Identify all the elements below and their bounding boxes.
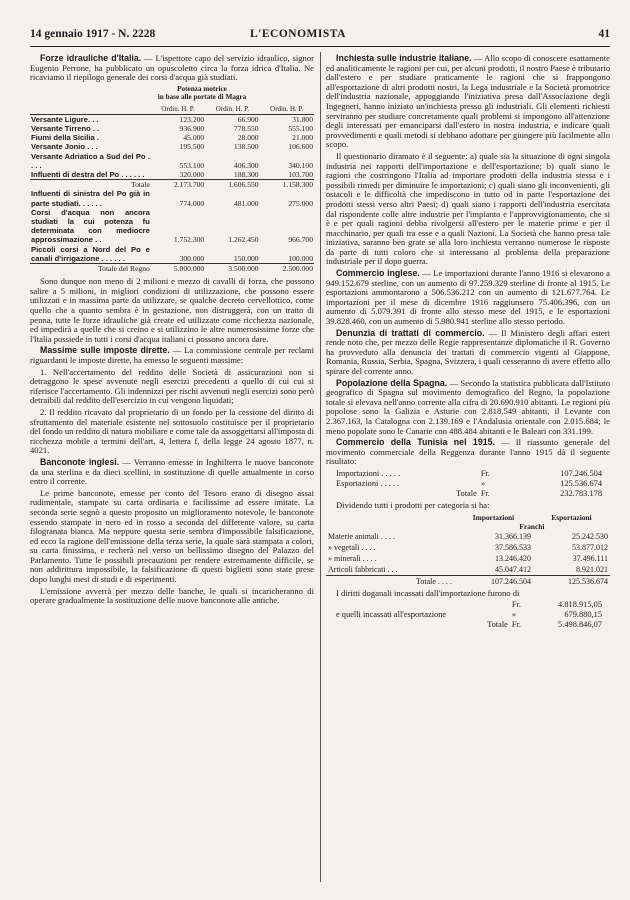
table-row <box>30 170 314 180</box>
table-cell: 150.000 <box>233 253 259 263</box>
table-cell: 936.900 <box>179 124 205 133</box>
forze-title: Forze idrauliche d'Italia. <box>40 53 142 63</box>
table-cell: » <box>480 478 485 488</box>
table-cell: » vegetali . . . . <box>328 542 376 552</box>
tunisia-diritti <box>326 589 610 599</box>
table-cell: Versante Jonio . . . <box>31 142 98 152</box>
table-row <box>334 469 604 479</box>
table-cell: 2.500.000 <box>260 264 314 274</box>
caption-line-1: Potenza motrice <box>177 84 227 93</box>
table-cell: 100.000 <box>288 253 313 263</box>
table-row <box>326 542 610 553</box>
forze-intro: — L'ispettore capo del servizio idraulico, signor Eugenio Perrone, ha pubblicato un opuscoletto circa la forza idrica d'Italia. Ne ricaviamo il riepilogo generale dei corsi d'acqua già studiati. <box>30 53 315 83</box>
table-cell: 5.498.846,07 <box>558 620 602 630</box>
table-cell: 8.921.021 <box>576 564 608 574</box>
table-cell: Esportazioni . . . . . <box>336 478 400 488</box>
table-row <box>30 208 314 245</box>
table-cell: 5.000.000 <box>151 264 205 274</box>
massime-title: Massime sulle imposte dirette. <box>40 345 170 356</box>
denunzia-body: — Il Ministero degli affari esteri rende noto che, per mezzo delle Regie rappresentanze diplomatiche il R. Governo ha provveduto alla denuncia dei trattati di commercio vigenti al Giappone, Romania, Russia, Serbia, Spagna, Svizzera, i quali cesseranno di avere effetto allo spirare del corrente anno. <box>326 327 610 376</box>
table-cell: 340.100 <box>288 160 313 170</box>
table-cell: 106.600 <box>288 142 313 152</box>
table-cell: Totale <box>30 180 151 190</box>
table-row <box>30 142 314 151</box>
table-cell: 320.000 <box>179 170 205 180</box>
inchiesta-article <box>326 54 610 150</box>
table-cell: 37.586.533 <box>495 542 531 552</box>
spagna-article <box>326 379 610 437</box>
table-cell: Influenti di destra del Po . . . . . . <box>31 170 145 180</box>
table-cell: 138.500 <box>233 142 259 152</box>
table-total-row <box>30 180 314 190</box>
table-cell: 1.606.550 <box>205 180 259 190</box>
forze-conclusion: Sono dunque non meno di 2 milioni e mezzo di cavalli di forza, che possono salire a 5 milioni, in migliori condizioni di utilizzazione, che possono essere utilizzati e in massima parte da utilizzare, se qualche decreto cervellottico, come quello che a quanto sembra è in gestazione, non distruggerà, con un tratto di penna, tutte le forze idrauliche già create ed utilizzate come ricchezza nazionale, ed impedirà a quelle che si creino e si utilizzino le altre numerosissime forze che l'Italia possiede in tutti i corsi d'acqua italiani ci possono ancora dare. <box>30 276 314 344</box>
tunisia-article <box>326 438 610 467</box>
tunisia-summary-table <box>334 469 604 499</box>
table-cell: 25.242.530 <box>572 531 608 541</box>
table-cell: 679.880,15 <box>564 610 602 620</box>
table-row <box>30 124 314 133</box>
table-cell: Fr. <box>480 468 490 478</box>
table-cell: 774.000 <box>179 198 205 208</box>
table-cell: Fr. <box>480 488 490 498</box>
table-cell: Totale <box>487 620 508 630</box>
table-cell: 1.752.300 <box>173 235 205 245</box>
journal-title: L'ECONOMISTA <box>250 28 346 40</box>
newspaper-page <box>30 28 610 888</box>
column-divider <box>320 52 321 882</box>
table-total-row <box>30 264 314 274</box>
table-cell: 3.500.000 <box>205 264 259 274</box>
table-cell: 123.200 <box>179 114 205 124</box>
table-row <box>326 531 610 542</box>
table-cell: 300.000 <box>179 253 205 263</box>
issue-date: 14 gennaio 1917 - N. 2228 <box>30 28 156 40</box>
tunisia-category-table <box>326 513 610 587</box>
table-cell: 103.700 <box>288 170 313 180</box>
table-cell: 66.900 <box>237 114 259 124</box>
table-cell: 553.100 <box>179 160 205 170</box>
banconote-body-2: L'emissione avverrà per mezzo delle banche, le quali si incaricheranno di operare gradualmente la sostituzione delle nuove banconote alle antiche. <box>30 585 314 606</box>
commercio-body: — Le importazioni durante l'anno 1916 si elevarono a 949.152.679 sterline, con un aumento di 97.259.329 sterline di fronte al 1915. Le esportazioni ammontarono a 506.536.212 con un aumento di 121.677.764. Le importazioni per il mese di dicembre 1916 raggiunsero 75.406.396, con un aumento di 5.079.391 di fronte allo stesso mese del 1915, e le esportazioni 39.828.460, con un aumento di 5.980.941 sterline allo stesso periodo. <box>326 268 610 327</box>
header-rule <box>30 46 610 47</box>
col-header: Ordin. H. P. <box>205 105 259 115</box>
forze-table <box>30 105 314 274</box>
table-cell: » minerali . . . . <box>328 553 377 563</box>
table-total-row <box>326 575 610 587</box>
table-cell: 107.246.504 <box>560 468 602 478</box>
banconote-article <box>30 458 314 487</box>
table-cell: Versante Adriatico a Sud del Po . . . . <box>31 151 150 170</box>
table-cell: Esportazioni <box>551 512 592 522</box>
table-total-row <box>334 620 604 630</box>
table-cell: 45.000 <box>183 133 205 143</box>
inchiesta-intro: — Allo scopo di conoscere esattamente ed analiticamente le ragioni per cui, per alcuni prodotti, il nostro Paese è tributario dall'estero e per studiare praticamente le ragioni che si frappongono all'esportazione di altri prodotti nostri, la Lega industriale e la Società promotrice dell'industria nazionale, appoggiando l'iniziativa presa dall'Associazione degli Ingegneri, hanno iniziato un'inchiesta presso gli industriali. Gli elementi richiesti serviranno per studiare concretamente quali problemi si impongono all'attenzione degli interessati per emanciparsi dall'estero in nostra industria, e indicare quali provvedimenti e quali metodi si debbano adottare per giungere più facilmente allo scopo. <box>326 53 610 150</box>
table-cell: 125.536.674 <box>560 478 602 488</box>
denunzia-article <box>326 329 610 377</box>
table-cell: Corsi d'acqua non ancora studiati la cui potenza fu determinata con mediocre approssimazione . . <box>31 207 150 245</box>
table-cell: 53.877.012 <box>572 542 608 552</box>
table-cell: 45.047.412 <box>495 564 531 574</box>
table-cell: 2.173.700 <box>151 180 205 190</box>
table-cell: Materie animali . . . . <box>328 531 395 541</box>
tunisia-duties-table <box>334 600 604 630</box>
inchiesta-title: Inchiesta sulle industrie italiane. <box>336 53 472 63</box>
spagna-body: — Secondo la statistica pubblicata dall'Istituto geografico di Spagna sul movimento demografico del Regno, la popolazione totale si elevava nell'anno corrente alla cifra di 20.690.910 abitanti. Le regioni più popolose sono la Galizia e Asturie con 2.818.549 abitanti, il Levante con 2.367.163, la Catalogna con 2.139.169 e l'Andalusia orientale con 2.015.684; le meno popolate sono le Canarie con 488.484 abitanti e le Baleari con 331.199. <box>326 377 610 436</box>
table-row <box>30 133 314 142</box>
table-row <box>30 245 314 264</box>
table-row <box>326 553 610 564</box>
massime-point-1: 1. Nell'accertamento del reddito delle Società di assicurazioni non si detraggono le spese avvenute negli esercizi precedenti a quello di cui cui si riferisce l'accertamento. Gli indennizzi per rischi avvenuti negli esercizi sono però detraibili dal reddito dell'esercizio in cui vengono liquidati; <box>30 366 314 406</box>
table-cell: 481.000 <box>233 198 259 208</box>
banconote-title: Banconote inglesi. <box>40 456 120 467</box>
table-row <box>30 114 314 124</box>
table-row <box>326 564 610 576</box>
table-cell: Franchi <box>519 521 545 531</box>
table-cell: Fiumi della Sicilia . <box>31 133 99 143</box>
page-number: 41 <box>598 28 610 40</box>
commercio-title: Commercio inglese. <box>336 268 420 279</box>
commercio-article <box>326 269 610 327</box>
table-cell: Articoli fabbricati . . . <box>328 564 398 574</box>
table-cell: e quelli incassati all'esportazione <box>336 610 447 620</box>
massime-point-2: 2. Il reddito ricavato dal proprietario di un fondo per la cessione del diritto di sfruttamento del materiale esistente nel sottosuolo costituisce per il proprietario del fondo un reddito di natura mobiliare e come tale da assoggettarsi all'imposta di ricchezza mobile a termini dell'art. 4, lettera f, della legge 24 agosto 1877, n. 4021. <box>30 406 314 456</box>
table-cell: Influenti di sinistra del Po già in parte studiati. . . . . . <box>31 189 150 208</box>
table-cell: 232.783.178 <box>560 488 602 498</box>
table-cell: Importazioni . . . . . <box>336 468 401 478</box>
table-cell: 1.158.300 <box>260 180 314 190</box>
caption-line-2: in base alle portate di Magra <box>157 93 247 102</box>
table-row <box>30 189 314 207</box>
table-header-row <box>326 513 610 522</box>
page-header <box>30 28 610 46</box>
spagna-title: Popolazione della Spagna. <box>336 377 448 388</box>
table-cell: Totale del Regno <box>30 264 151 274</box>
tunisia-intro: — Il riassunto generale del movimento commerciale della Reggenza durante l'anno 1915 dà il seguente risultato: <box>326 437 610 467</box>
banconote-intro: — Verranno emesse in Inghilterra le nuove banconote da una sterlina e da dieci scellini, in sostituzione di quelle attualmente in corso entro il corrente. <box>30 456 314 487</box>
col-header: Ordin. H. P. <box>260 105 314 115</box>
table-cell: 188.300 <box>233 170 259 180</box>
table-total-row <box>334 489 604 499</box>
table-cell: 778.550 <box>233 124 259 133</box>
table-header-row <box>30 105 314 115</box>
table-row <box>334 479 604 489</box>
table-cell: Fr. <box>511 620 521 630</box>
table-row <box>334 610 604 620</box>
forze-caption <box>90 85 314 102</box>
table-cell: Totale . . . . <box>326 575 454 587</box>
right-column <box>326 54 610 632</box>
table-cell: 1.262.450 <box>228 235 259 245</box>
massime-intro: — La commissione centrale per reclami riguardanti le imposte dirette, ha emesso le seguenti massime: <box>30 345 314 365</box>
tunisia-title: Commercio della Tunisia nel 1915. <box>336 437 495 448</box>
denunzia-title: Denunzia di trattati di commercio. <box>336 327 485 338</box>
table-cell: Fr. <box>511 600 521 610</box>
table-cell: Versante Tirreno . . <box>31 124 100 133</box>
table-cell: Totale <box>456 488 477 498</box>
table-cell: 4.818.915,05 <box>558 600 602 610</box>
table-cell: 406.300 <box>233 160 259 170</box>
forze-article <box>30 54 314 83</box>
col-header: Ordin. H. P. <box>151 105 205 115</box>
tunisia-dividendo: Dividendo tutti i prodotti per categoria si ha: <box>336 499 490 510</box>
table-cell: 107.246.504 <box>454 575 533 587</box>
table-row <box>30 152 314 170</box>
table-cell: 13.246.420 <box>495 553 531 563</box>
table-cell: 275.000 <box>288 198 313 208</box>
table-cell: 31.800 <box>292 114 313 124</box>
table-cell: 37.496.111 <box>572 553 608 563</box>
table-cell: 31.366.139 <box>495 531 531 541</box>
table-cell: 195.500 <box>179 142 205 152</box>
left-column <box>30 54 314 608</box>
table-cell: » <box>511 610 517 620</box>
table-row <box>334 600 604 610</box>
massime-article <box>30 346 314 365</box>
table-cell: Importazioni <box>472 512 515 522</box>
table-cell: Versante Ligure. . . <box>31 114 99 124</box>
table-cell: 21.000 <box>292 133 313 143</box>
banconote-body: Le prime banconote, emesse per conto del Tesoro erano di disegno assai rudimentale, stampate su carta ordinaria e facilissime ad essere imitate. La seconda serie segnò a questo proposito un miglioramento notevole, le banconote essendo stampate in nero ed in rosso a seconda del differente valore, su carta filogranata bianca. Ma neppure questa serie sembra d'impossibile falsificazione, ed ecco la ragione dell'emissione della terza serie, la quale sarà stampata a colori, su carta finissima, e recherà nel verso un bellissimo disegno del Palazzo del Parlamento. Tutte le possibili precauzioni per rendere estremamente difficile, se non addirittura impossibile, la falsificazione di questi biglietti sono state prese dopo lunghi mesi di studi e di esperimenti. <box>30 487 314 585</box>
table-cell: 555.100 <box>288 124 313 133</box>
inchiesta-questionnaire: Il questionario diramato è il seguente: a) quale sia la situazione di ogni singola industria nei rapporti dell'importazione e dell'esportazione; b) quali siano le ragioni che costringono l'Italia ad importare prodotti della industria stessa e i possibili rimedi per diminuire le importazioni; c) quali siano gli inconvenienti, gli ostacoli e le difficoltà che impediscono in tutto od in parte l'esportazione dei prodotti stessi verso altri Paesi; d) quali siano i rapporti dell'industria esercitata dal rispondente colle altre industrie per l'impianto e l'approvvigionamento, che si è e per quali ragioni debba rivolgersi all'estero per le materie prime e per il macchinario, per quali tra esse e a quali Nazioni. La Società che hanno presa tale iniziativa, saranno ben grate se alla loro inchiesta verranno numerose le risposte da parte di tutti coloro che si interessano al problema della preparazione industriale per il dopo guerra. <box>326 150 610 267</box>
table-cell: 125.536.674 <box>533 575 610 587</box>
table-cell: 966.700 <box>288 235 313 245</box>
table-header-row <box>326 522 610 531</box>
table-cell: 28.000 <box>237 133 259 143</box>
table-cell: I diritti doganali incassati dall'importazione furono di <box>336 587 520 598</box>
table-cell: Piccoli corsi a Nord del Po e canali d'irrigazione . . . . . . <box>31 244 150 263</box>
